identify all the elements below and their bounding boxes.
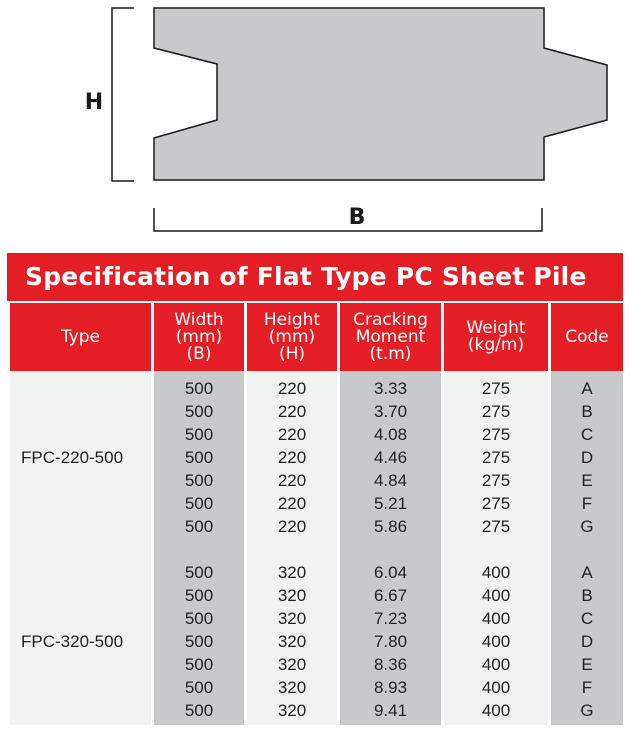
code-cell: B <box>551 584 623 607</box>
width-cell: 500 <box>154 607 244 630</box>
cracking-moment-cell: 9.41 <box>340 699 441 722</box>
height-cell: 320 <box>247 584 337 607</box>
height-cell: 220 <box>247 377 337 400</box>
weight-cell: 275 <box>444 492 548 515</box>
width-cell: 500 <box>154 676 244 699</box>
weight-cell: 275 <box>444 469 548 492</box>
width-cell: 500 <box>154 630 244 653</box>
table-body <box>10 371 623 725</box>
spacer-row <box>10 538 623 561</box>
weight-cell: 275 <box>444 400 548 423</box>
height-cell: 220 <box>247 469 337 492</box>
cracking-moment-cell: 7.80 <box>340 630 441 653</box>
width-cell: 500 <box>154 446 244 469</box>
height-cell: 220 <box>247 423 337 446</box>
weight-cell: 400 <box>444 699 548 722</box>
height-cell: 320 <box>247 561 337 584</box>
code-cell: F <box>551 492 623 515</box>
header-code: Code <box>551 303 623 371</box>
cracking-moment-cell: 4.46 <box>340 446 441 469</box>
code-cell: E <box>551 469 623 492</box>
spacer-cell <box>247 722 337 725</box>
cracking-moment-cell: 6.04 <box>340 561 441 584</box>
type-cell: FPC-320-500 <box>10 561 151 722</box>
spacer-cell <box>154 538 244 561</box>
cracking-moment-cell: 3.33 <box>340 377 441 400</box>
spacer-cell <box>10 538 151 561</box>
weight-cell: 400 <box>444 607 548 630</box>
spacer-cell <box>551 538 623 561</box>
height-cell: 320 <box>247 607 337 630</box>
height-cell: 220 <box>247 446 337 469</box>
cracking-moment-cell: 3.70 <box>340 400 441 423</box>
spacer-cell <box>551 722 623 725</box>
width-cell: 500 <box>154 469 244 492</box>
code-cell: G <box>551 699 623 722</box>
code-cell: D <box>551 630 623 653</box>
type-cell: FPC-220-500 <box>10 377 151 538</box>
header-height: Height (mm) (H) <box>247 303 337 371</box>
width-cell: 500 <box>154 377 244 400</box>
code-cell: A <box>551 561 623 584</box>
weight-cell: 400 <box>444 630 548 653</box>
weight-cell: 400 <box>444 676 548 699</box>
cracking-moment-cell: 4.08 <box>340 423 441 446</box>
width-cell: 500 <box>154 515 244 538</box>
sheet-pile-cross-section-diagram <box>0 0 630 240</box>
weight-cell: 275 <box>444 423 548 446</box>
weight-cell: 400 <box>444 561 548 584</box>
cracking-moment-cell: 8.93 <box>340 676 441 699</box>
cracking-moment-cell: 5.21 <box>340 492 441 515</box>
width-cell: 500 <box>154 699 244 722</box>
spacer-cell <box>10 722 151 725</box>
width-label: B <box>348 205 366 230</box>
width-cell: 500 <box>154 561 244 584</box>
width-cell: 500 <box>154 423 244 446</box>
height-cell: 320 <box>247 676 337 699</box>
height-dimension-bracket <box>112 8 134 181</box>
spacer-cell <box>444 538 548 561</box>
table-header-row <box>10 303 623 371</box>
width-cell: 500 <box>154 400 244 423</box>
width-cell: 500 <box>154 653 244 676</box>
width-cell: 500 <box>154 584 244 607</box>
spacer-cell <box>444 722 548 725</box>
cracking-moment-cell: 8.36 <box>340 653 441 676</box>
height-cell: 220 <box>247 400 337 423</box>
weight-cell: 400 <box>444 584 548 607</box>
cracking-moment-cell: 4.84 <box>340 469 441 492</box>
spacer-cell <box>340 722 441 725</box>
header-type: Type <box>10 303 151 371</box>
height-label: H <box>84 90 104 115</box>
code-cell: D <box>551 446 623 469</box>
spacer-row <box>10 722 623 725</box>
specification-table <box>7 303 626 725</box>
table-title: Specification of Flat Type PC Sheet Pile <box>7 253 623 301</box>
width-cell: 500 <box>154 492 244 515</box>
code-cell: F <box>551 676 623 699</box>
code-cell: E <box>551 653 623 676</box>
header-width: Width (mm) (B) <box>154 303 244 371</box>
height-cell: 320 <box>247 630 337 653</box>
cracking-moment-cell: 6.67 <box>340 584 441 607</box>
height-cell: 220 <box>247 515 337 538</box>
table-row <box>10 561 623 584</box>
spacer-cell <box>154 722 244 725</box>
code-cell: A <box>551 377 623 400</box>
header-weight: Weight (kg/m) <box>444 303 548 371</box>
weight-cell: 400 <box>444 653 548 676</box>
cracking-moment-cell: 7.23 <box>340 607 441 630</box>
weight-cell: 275 <box>444 446 548 469</box>
header-cracking-moment: Cracking Moment (t.m) <box>340 303 441 371</box>
code-cell: G <box>551 515 623 538</box>
code-cell: C <box>551 607 623 630</box>
height-cell: 320 <box>247 653 337 676</box>
height-cell: 220 <box>247 492 337 515</box>
sheet-pile-shape <box>154 8 607 180</box>
weight-cell: 275 <box>444 515 548 538</box>
cracking-moment-cell: 5.86 <box>340 515 441 538</box>
spacer-cell <box>340 538 441 561</box>
height-cell: 320 <box>247 699 337 722</box>
spacer-cell <box>247 538 337 561</box>
weight-cell: 275 <box>444 377 548 400</box>
table-row <box>10 377 623 400</box>
code-cell: B <box>551 400 623 423</box>
code-cell: C <box>551 423 623 446</box>
